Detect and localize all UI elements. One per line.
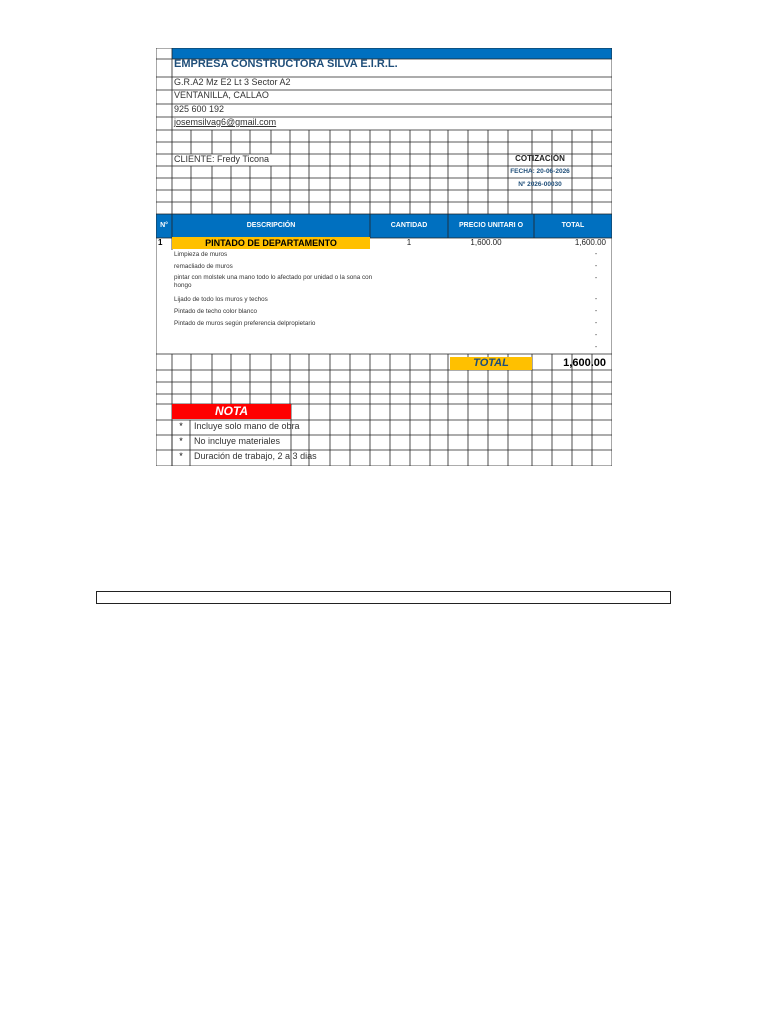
nota-heading: NOTA: [172, 404, 291, 419]
detail-line: Pintado de muros según preferencia delpropietario: [174, 320, 316, 327]
quote-date: FECHA: 20-06-2026: [510, 168, 570, 175]
detail-line: remacliado de muros: [174, 263, 233, 270]
note-item: Duración de trabajo, 2 a 3 dias: [194, 451, 317, 461]
header-unit-price: PRECIO UNITARI O: [458, 222, 524, 229]
item-quantity: 1: [406, 238, 412, 247]
total-label: TOTAL: [450, 357, 532, 370]
detail-amount: -: [594, 275, 598, 282]
detail-line: pintar con molstek una mano todo lo afectado por unidad o la sona con hongo: [174, 274, 373, 289]
header-number: N°: [160, 222, 168, 229]
company-phone: 925 600 192: [174, 104, 225, 114]
company-district: VENTANILLA, CALLAO: [174, 90, 269, 100]
detail-amount: -: [594, 320, 598, 327]
detail-line: Limpieza de muros: [174, 251, 228, 258]
note-item: Incluye solo mano de obra: [194, 421, 300, 431]
header-total: TOTAL: [561, 222, 585, 229]
item-title: PINTADO DE DEPARTAMENTO: [172, 237, 370, 249]
detail-amount: -: [594, 296, 598, 303]
item-total: 1,600.00: [574, 238, 606, 247]
note-bullet: *: [179, 436, 183, 446]
empty-text-box: [96, 591, 671, 604]
item-unit-price: 1,600.00: [470, 238, 502, 247]
header-quantity: CANTIDAD: [390, 222, 428, 229]
client-name: CLIENTE: Fredy Ticona: [174, 154, 270, 164]
quote-title: COTIZACIÓN: [515, 154, 565, 163]
company-address: G.R.A2 Mz E2 Lt 3 Sector A2: [174, 77, 291, 87]
note-bullet: *: [179, 451, 183, 461]
detail-amount: -: [594, 251, 598, 258]
detail-amount: -: [594, 263, 598, 270]
detail-amount: -: [594, 332, 598, 339]
detail-amount: -: [594, 344, 598, 351]
quotation-sheet: [156, 48, 612, 466]
note-bullet: *: [179, 421, 183, 431]
company-email-link[interactable]: josemsilvag6@gmail.com: [174, 117, 277, 127]
company-name: EMPRESA CONSTRUCTORA SILVA E.I.R.L.: [174, 58, 398, 70]
quote-number: Nº 2026-00030: [518, 181, 562, 188]
total-value: 1,600.00: [563, 357, 606, 369]
note-item: No incluye materiales: [194, 436, 281, 446]
detail-line: Pintado de techo color blanco: [174, 308, 257, 315]
header-description: DESCRIPCIÓN: [246, 222, 296, 229]
detail-line: Lijado de todo los muros y techos: [174, 296, 268, 303]
detail-amount: -: [594, 308, 598, 315]
item-number: 1: [158, 238, 163, 247]
